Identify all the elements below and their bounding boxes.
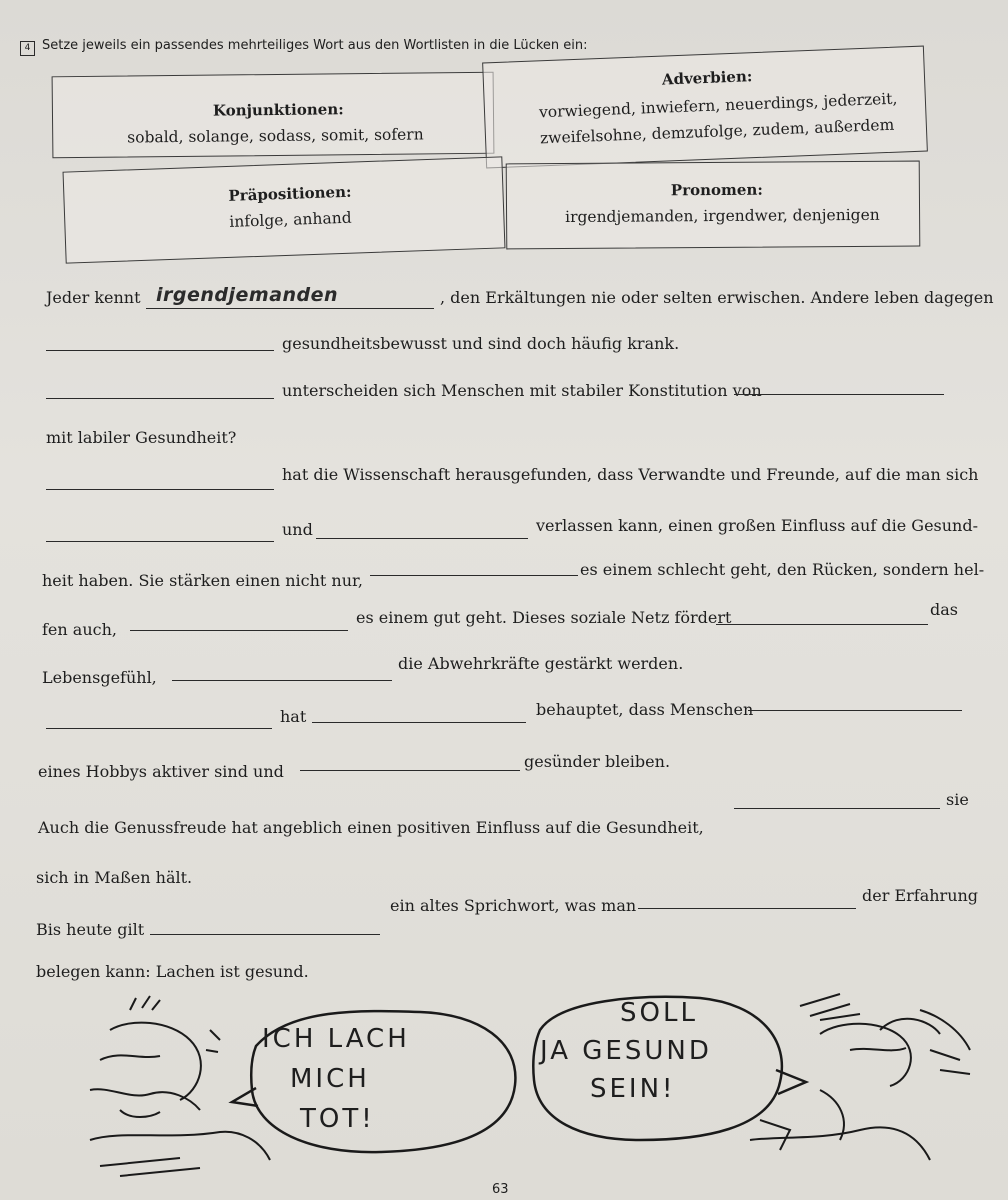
exercise-text: Bis heute gilt [36,920,145,939]
exercise-text: fen auch, [42,620,117,639]
blank-15[interactable] [300,770,520,771]
box-title: Pronomen: [670,180,763,200]
cartoon-illustration [60,990,990,1190]
blank-7[interactable] [316,538,528,539]
blank-2[interactable] [46,350,274,351]
exercise-text: heit haben. Sie stärken einen nicht nur, [42,571,363,590]
exercise-text: hat die Wissenschaft herausgefunden, dass Verwandte und Freunde, auf die man sich [282,465,979,484]
blank-1[interactable] [146,308,434,309]
exercise-text: das [930,600,958,619]
cheerful-character-drawing [750,994,970,1160]
blank-11[interactable] [172,680,392,681]
box-title: Adverbien: [661,67,753,89]
right-bubble-line: SOLL [620,998,698,1028]
box-title: Konjunktionen: [212,100,344,120]
laughing-character-drawing [90,996,270,1176]
exercise-text: ein altes Sprichwort, was man [390,896,637,915]
blank-4[interactable] [734,394,944,395]
exercise-text: sich in Maßen hält. [36,868,193,887]
blank-17[interactable] [150,934,380,935]
exercise-text: Auch die Genussfreude hat angeblich einen positiven Einfluss auf die Gesundheit, [38,818,704,837]
exercise-text: , den Erkältungen nie oder selten erwischen. Andere leben dagegen [440,288,994,307]
word-box-adverbien [482,46,928,169]
box-words: vorwiegend, inwiefern, neuerdings, jederzeit, [538,89,898,122]
exercise-text: mit labiler Gesundheit? [46,428,237,447]
blank-16[interactable] [734,808,940,809]
word-box-praepositionen [63,156,506,263]
blank-14[interactable] [748,710,962,711]
exercise-text: hat [280,707,307,726]
word-box-pronomen [506,161,921,250]
exercise-text: Lebensgefühl, [42,668,157,687]
exercise-text: gesünder bleiben. [524,752,671,771]
box-words: irgendjemanden, irgendwer, denjenigen [565,205,880,227]
blank-10[interactable] [716,624,928,625]
right-bubble-line: JA GESUND [540,1036,712,1066]
blank-18[interactable] [638,908,856,909]
exercise-text: unterscheiden sich Menschen mit stabiler Konstitution von [282,381,762,400]
exercise-text: gesundheitsbewusst und sind doch häufig krank. [282,334,680,353]
task-instruction: Setze jeweils ein passendes mehrteiliges Wort aus den Wortlisten in die Lücken ein: [42,38,588,53]
left-bubble-line: MICH [290,1064,370,1094]
box-words: zweifelsohne, demzufolge, zudem, außerdem [539,115,895,148]
left-bubble-line: TOT! [300,1104,375,1134]
blank-6[interactable] [46,541,274,542]
exercise-text: eines Hobbys aktiver sind und [38,762,284,781]
handwritten-answer: irgendjemanden [156,284,339,306]
box-words: infolge, anhand [229,208,352,231]
exercise-text: der Erfahrung [862,886,979,905]
exercise-text: und [282,520,313,539]
exercise-text: es einem gut geht. Dieses soziale Netz fördert [356,608,732,627]
blank-9[interactable] [130,630,348,631]
exercise-text: verlassen kann, einen großen Einfluss auf die Gesund- [536,516,978,535]
exercise-text: die Abwehrkräfte gestärkt werden. [398,654,684,673]
exercise-text: belegen kann: Lachen ist gesund. [36,962,309,981]
exercise-text: Jeder kennt [46,288,141,307]
exercise-text: es einem schlecht geht, den Rücken, sondern hel- [580,560,985,579]
blank-8[interactable] [370,575,578,576]
exercise-text: sie [946,790,969,809]
left-bubble-line: ICH LACH [262,1024,410,1054]
blank-13[interactable] [312,722,526,723]
right-bubble-line: SEIN! [590,1074,676,1104]
blank-3[interactable] [46,398,274,399]
task-number-badge: 4 [20,41,35,56]
box-title: Präpositionen: [228,182,352,205]
exercise-text: behauptet, dass Menschen [536,700,754,719]
word-box-konjunktionen [52,72,495,159]
blank-5[interactable] [46,489,274,490]
box-words: sobald, solange, sodass, somit, sofern [127,125,424,147]
page-number: 63 [492,1182,509,1197]
blank-12[interactable] [46,728,272,729]
